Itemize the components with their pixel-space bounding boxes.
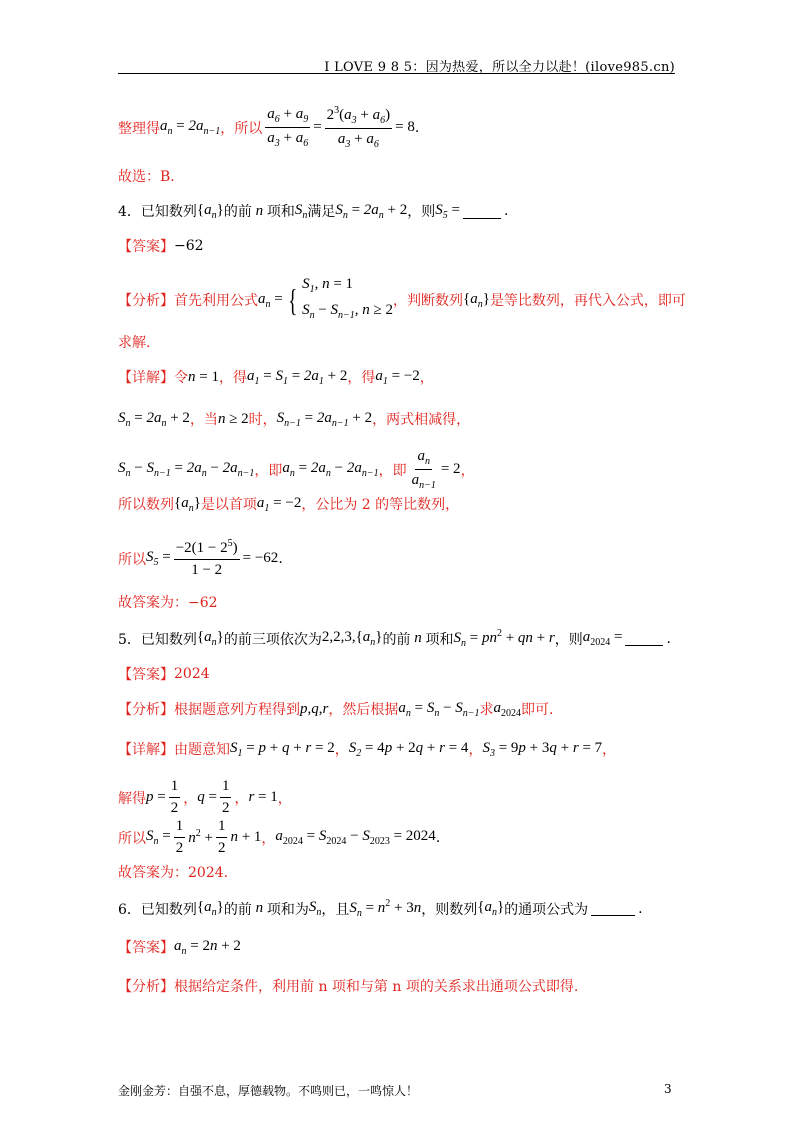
seq-an: $\{a_n\}$	[196, 201, 224, 221]
detail-text-d: ，	[419, 370, 434, 386]
question-4: 4．已知数列 $\{a_n\}$ 的前 n 项和 $S_n$ 满足 $S_n = 2a_n + 2$ ，则 $S_5$ = .	[118, 201, 509, 221]
q4-text-c: 满足	[307, 204, 336, 220]
line-17: 解得 p = $\frac{1}{2}$ ， q = $\frac{1}{2}$ ， r = 1 ，	[118, 778, 292, 816]
answer-5	[118, 664, 210, 684]
coef-fraction-1: $\frac{1}{2}$	[175, 818, 184, 856]
header-rule	[118, 73, 675, 74]
analysis-text-b: ，判断数列	[393, 293, 464, 309]
line-11: 所以数列 $\{a_n\}$ 是以首项 $a_1 = -2$ ，公比为 2 的等比数列，	[118, 494, 460, 514]
analysis-5: 【分析】 根据题意列方程得到 p,q,r ，然后根据 $a_n = S_n - S_{n-1}$ 求 $a_{2024}$ 即可.	[118, 699, 554, 719]
ratio-fraction: $\frac{a_n}{a_{n-1}}$	[411, 448, 436, 491]
l11-text-a: 所以数列	[118, 497, 174, 513]
sum-fraction: $\frac{-2(1 - 2^5)}{1 - 2}$	[175, 538, 238, 578]
answer-6: 【答案】 $a_n = 2n + 2$	[118, 937, 241, 957]
coef-fraction-2: $\frac{1}{2}$	[217, 818, 226, 856]
question-6: 6．已知数列 $\{a_n\}$ 的前 n 项和为 $S_n$ ，且 $S_n = n^2 + 3n$ ，则数列 $\{a_n\}$ 的通项公式为 .	[118, 898, 643, 919]
answer-blank	[591, 901, 635, 916]
final-4: 故答案为：−62	[118, 595, 218, 611]
q4-text-a: 的前	[223, 204, 252, 220]
analysis-4-cont: 求解.	[118, 335, 151, 351]
q5-prefix: 5．已知数列	[118, 631, 197, 648]
answer-value: 2024	[174, 666, 210, 682]
analysis-text-c: 求	[479, 702, 494, 718]
detail-tag: 【详解】	[118, 742, 174, 758]
question-5: 5．已知数列 $\{a_n\}$ 的前三项依次为 $2,2,3,\{a_n\}$ 的前 n 项和 $S_n = pn^2$ + qn + r ，则 $a_{2024}$ = .	[118, 628, 671, 649]
line-choice: 故选：B．	[118, 169, 185, 185]
q6-text-b: 项和为	[266, 901, 309, 918]
text-simplify: 整理得	[118, 120, 160, 137]
q4-end: .	[503, 203, 509, 219]
analysis-6	[118, 976, 578, 996]
analysis-text-d: 即可.	[521, 702, 554, 718]
detail-text-b: ，得	[218, 370, 247, 386]
analysis-tag: 【分析】	[118, 702, 174, 718]
analysis-text-b: ，然后根据	[328, 702, 399, 718]
final-5: 故答案为：2024.	[118, 865, 229, 881]
fraction-1: $\frac{a_6 + a_9}{a_3 + a_6}$	[267, 106, 309, 149]
analysis-4: 【分析】 首先利用公式 $a_n$ = { $S_1$, n = 1 $S_n - S_{n-1}$, n ≥ 2 ，判断数列 $\{a_n\}$ 是等比数列，再代入公式，即可	[118, 274, 686, 326]
line-9: $S_n = 2a_n + 2$ ，当 n ≥ 2 时， $S_{n-1} = 2a_{n-1} + 2$ ，两式相减得，	[118, 409, 471, 429]
answer-value: −62	[174, 238, 204, 254]
piecewise-formula: $S_1$, n = 1 $S_n - S_{n-1}$, n ≥ 2	[302, 276, 394, 321]
line-18: 所以 $S_n$ = $\frac{1}{2}$ $n^2$ + $\frac{1}{2}$ n + 1 ， $a_{2024} = S_{2024} - S_{2023} = 2024$ .	[118, 818, 441, 856]
q5-text-b: 的前	[382, 631, 411, 648]
q5-text-a: 的前三项依次为	[223, 631, 322, 648]
detail-4: 【详解】 令 n = 1 ，得 $a_1 = S_1 = 2a_1 + 2$ ，得 $a_1 = -2$ ，	[118, 367, 434, 387]
line-simplify: 整理得 $a_n = 2a_{n-1}$ ，所以 $\frac{a_6 + a_9}{a_3 + a_6}$ = $\frac{2^3(a_3 + a_6)}{a_3 + a_6}$ = 8 .	[118, 105, 420, 150]
q4-text-b: 项和	[266, 204, 295, 220]
l9-text-a: ，当	[189, 412, 218, 428]
answer-4	[118, 236, 204, 256]
answer-tag: 【答案】	[118, 239, 174, 255]
q6-text-e: 的通项公式为	[504, 901, 589, 918]
l17-text-a: 解得	[118, 790, 146, 807]
analysis-text: 根据给定条件，利用前 n 项和与第 n 项的关系求出通项公式即得.	[174, 979, 579, 995]
q6-text-d: ，则数列	[421, 901, 478, 918]
analysis-tag: 【分析】	[118, 293, 174, 309]
detail-5: 【详解】 由题意知 $S_1 = p + q + r = 2$ ， $S_2 = 4p + 2q + r = 4$ ， $S_3 = 9p + 3q + r = 7$ ，	[118, 739, 617, 759]
q4-text-d: ，则	[407, 204, 436, 220]
q5-text-c: 项和	[425, 631, 454, 648]
page-number: 3	[664, 1082, 672, 1096]
formula-an: $a_n = 2a_{n-1}$	[160, 118, 221, 137]
l9-text-b: 时，	[248, 412, 277, 428]
l10-text-b: ，即	[378, 462, 407, 479]
q5-text-d: ，则	[554, 631, 583, 648]
detail-tag: 【详解】	[118, 370, 174, 386]
l12-text-a: 所以	[118, 551, 146, 568]
q6-prefix: 6．已知数列	[118, 901, 197, 918]
detail-text-c: ，得	[347, 370, 376, 386]
p-fraction: $\frac{1}{2}$	[170, 778, 179, 816]
q4-prefix: 4．已知数列	[118, 204, 197, 220]
l10-text-a: ，即	[254, 462, 283, 479]
answer-blank	[625, 631, 663, 646]
analysis-tag: 【分析】	[118, 979, 174, 995]
q6-text-c: ，且	[321, 901, 350, 918]
text-so: ，所以	[220, 120, 263, 137]
detail-text-a: 由题意知	[174, 742, 230, 758]
page-header: I LOVE 9 8 5：因为热爱，所以全力以赴！(ilove985.cn)	[324, 60, 675, 75]
l11-text-c: ，公比为 2 的等比数列，	[301, 497, 460, 513]
l9-text-c: ，两式相减得，	[372, 412, 471, 428]
l11-text-b: 是以首项	[200, 497, 257, 513]
answer-tag: 【答案】	[118, 940, 174, 956]
analysis-text-a: 根据题意列方程得到	[174, 702, 300, 718]
fraction-2: $\frac{2^3(a_3 + a_6)}{a_3 + a_6}$	[326, 105, 391, 150]
answer-tag: 【答案】	[118, 667, 174, 683]
footer-motto: 金刚金芳：自强不息，厚德载物。不鸣则已，一鸣惊人！	[118, 1084, 419, 1098]
analysis-text-c: 是等比数列，再代入公式，即可	[489, 293, 686, 309]
l18-text-a: 所以	[118, 830, 146, 847]
line-12: 所以 $S_5$ = $\frac{-2(1 - 2^5)}{1 - 2}$ = −62 .	[118, 538, 283, 578]
line-10: $S_n - S_{n-1} = 2a_n - 2a_{n-1}$ ，即 $a_n = 2a_n - 2a_{n-1}$ ，即 $\frac{a_n}{a_{n-1}}$ = 2 ，	[118, 448, 475, 491]
detail-text-a: 令	[174, 370, 188, 386]
q-fraction: $\frac{1}{2}$	[221, 778, 230, 816]
analysis-text-a: 首先利用公式	[174, 293, 258, 309]
answer-blank	[463, 204, 501, 219]
q6-text-a: 的前	[223, 901, 252, 918]
